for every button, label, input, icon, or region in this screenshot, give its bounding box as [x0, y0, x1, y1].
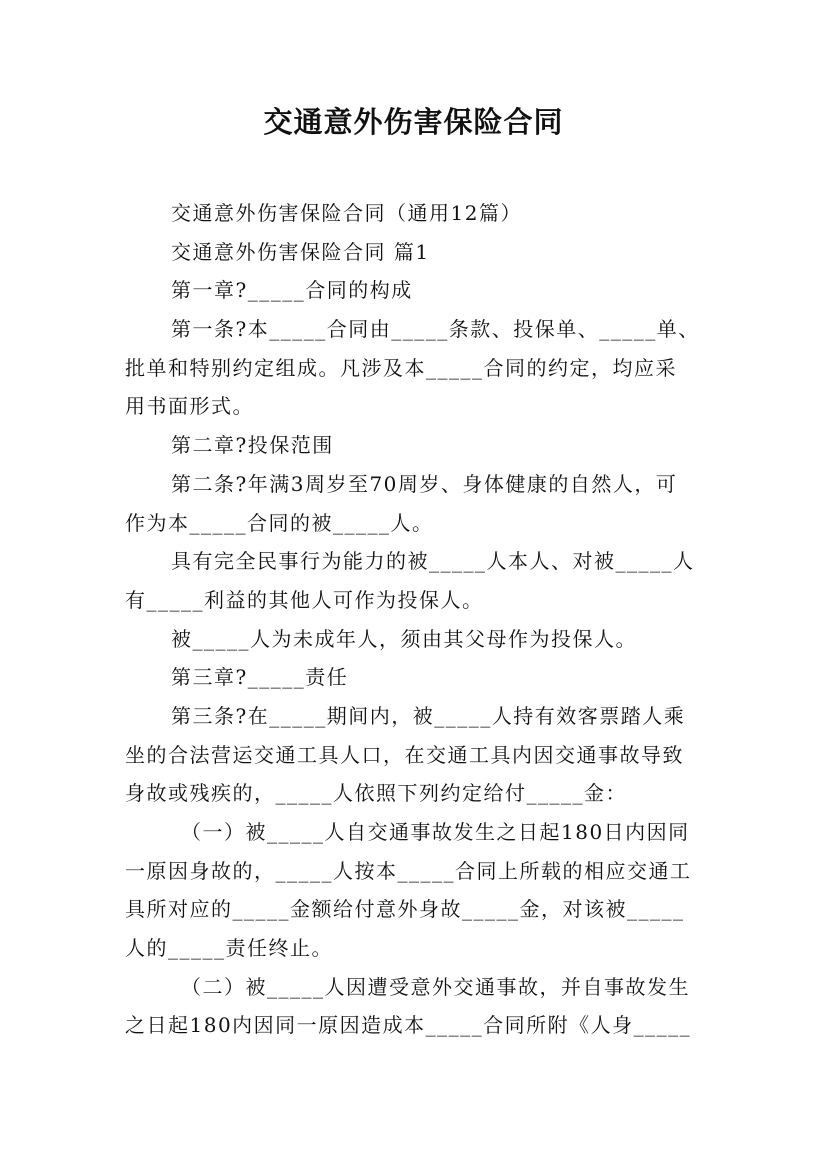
paragraph-line: 有_____利益的其他人可作为投保人。: [125, 587, 484, 612]
chapter-heading: 第二章?投保范围: [171, 433, 334, 458]
paragraph-line: 之日起180内因同一原因造成本_____合同所附《人身_____: [125, 1013, 692, 1038]
paragraph-line: 具有完全民事行为能力的被_____人本人、对被_____人: [171, 549, 695, 574]
document-title: 交通意外伤害保险合同: [263, 105, 564, 139]
paragraph-line: 坐的合法营运交通工具人口，在交通工具内因交通事故导致: [125, 742, 684, 767]
chapter-heading: 第三章?_____责任: [171, 665, 349, 690]
subtitle-line: 交通意外伤害保险合同（通用12篇）: [171, 201, 522, 225]
paragraph-line: 具所对应的_____金额给付意外身故_____金，对该被_____: [125, 897, 685, 922]
paragraph-line: 批单和特别约定组成。凡涉及本_____合同的约定，均应采: [125, 355, 677, 380]
paragraph-line: 第三条?在_____期间内，被_____人持有效客票踏人乘: [171, 703, 686, 728]
paragraph-line: 第一条?本_____合同由_____条款、投保单、_____单、: [171, 317, 700, 342]
paragraph-line: 人的_____责任终止。: [125, 936, 333, 961]
list-item-line: （二）被_____人因遭受意外交通事故，并自事故发生: [181, 974, 690, 999]
paragraph-line: 被_____人为未成年人，须由其父母作为投保人。: [171, 626, 637, 651]
chapter-heading: 第一章?_____合同的构成: [171, 278, 413, 303]
section-heading: 交通意外伤害保险合同 篇1: [171, 239, 430, 264]
document-body: [125, 194, 705, 1045]
paragraph-line: 一原因身故的，_____人按本_____合同上所载的相应交通工: [125, 858, 692, 883]
paragraph-line: 身故或残疾的，_____人依照下列约定给付_____金：: [125, 781, 627, 806]
paragraph-line: 第二条?年满3周岁至70周岁、身体健康的自然人，可: [171, 471, 678, 496]
list-item-line: （一）被_____人自交通事故发生之日起180日内因同: [181, 820, 690, 844]
paragraph-line: 用书面形式。: [125, 394, 254, 419]
paragraph-line: 作为本_____合同的被_____人。: [125, 510, 434, 535]
